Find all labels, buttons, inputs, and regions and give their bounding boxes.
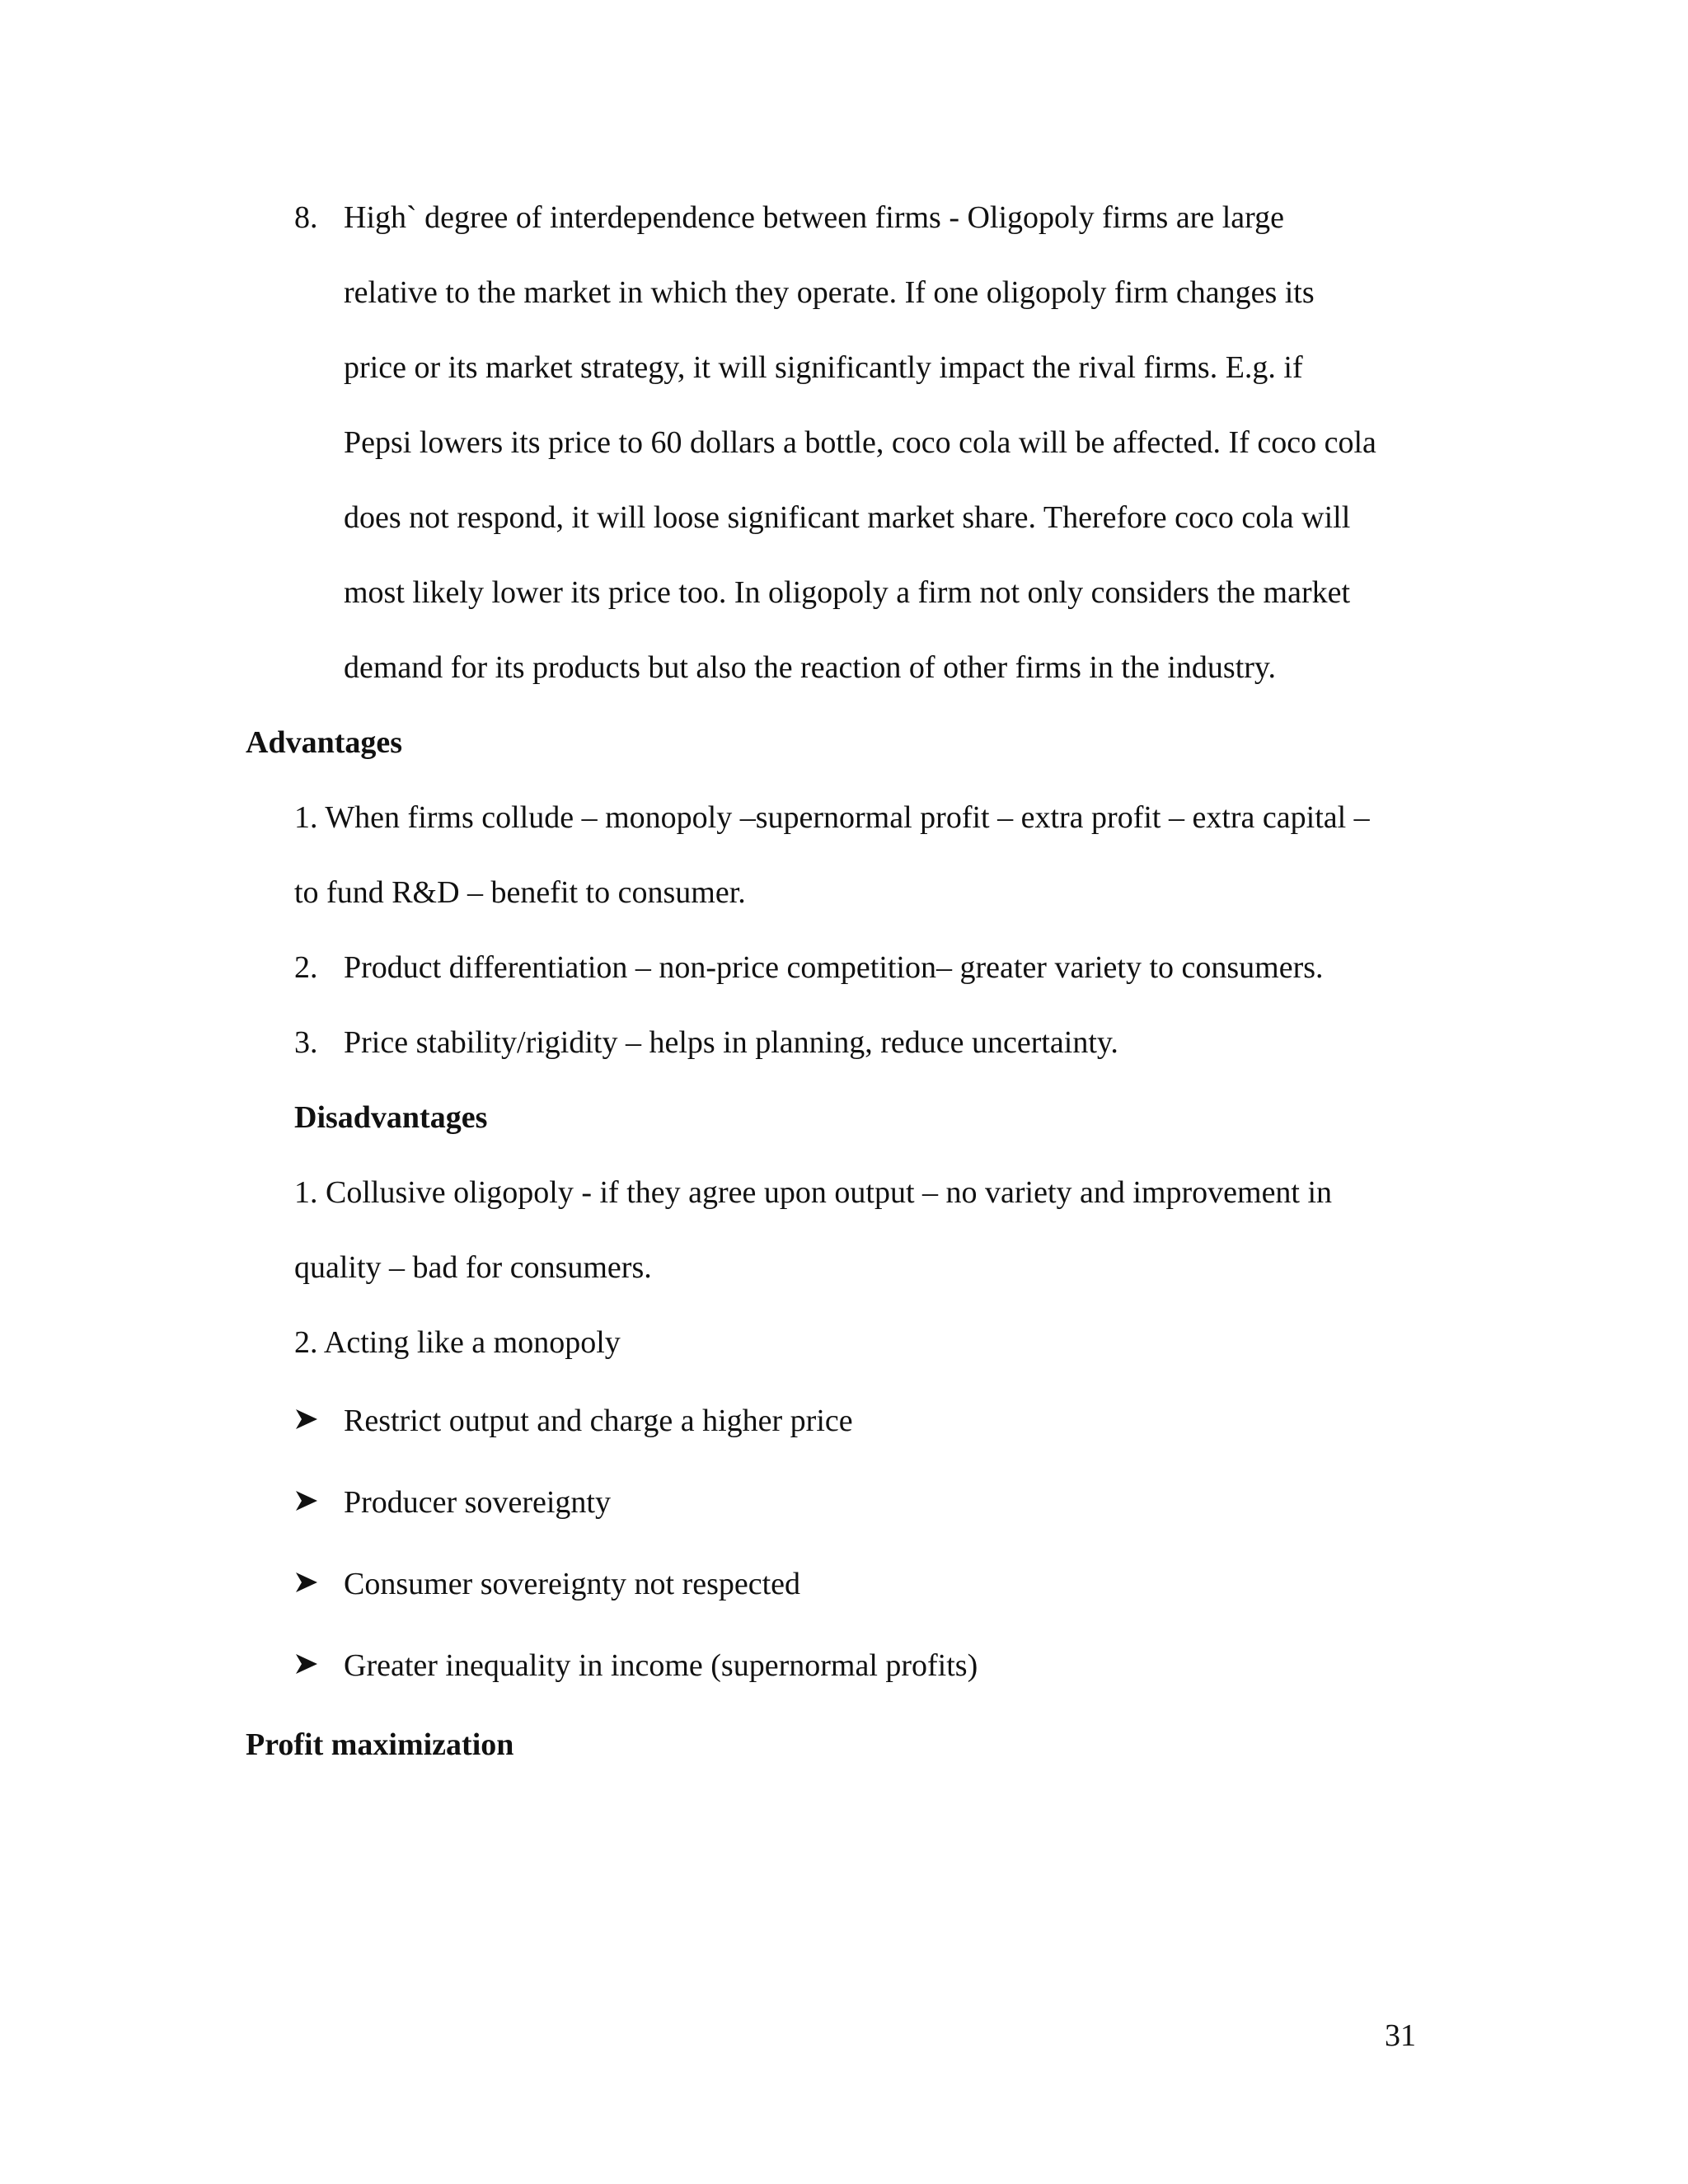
arrowhead-bullet-icon <box>294 1570 319 1595</box>
advantages-heading: Advantages <box>246 725 403 760</box>
bullet-4-text: Greater inequality in income (supernormal profits) <box>344 1648 978 1683</box>
item-8-line-5: does not respond, it will loose significant market share. Therefore coco cola will <box>344 500 1351 535</box>
bullet-2-text: Producer sovereignty <box>344 1485 611 1520</box>
disadvantages-heading: Disadvantages <box>294 1100 488 1135</box>
bullet-3-text: Consumer sovereignty not respected <box>344 1567 801 1601</box>
advantage-3-number: 3. <box>294 1025 318 1060</box>
item-8-line-4: Pepsi lowers its price to 60 dollars a bottle, coco cola will be affected. If coco cola <box>344 425 1376 460</box>
item-8-line-1: High` degree of interdependence between firms - Oligopoly firms are large <box>344 200 1284 235</box>
bullet-1-text: Restrict output and charge a higher price <box>344 1404 853 1438</box>
profit-maximization-heading: Profit maximization <box>246 1727 514 1762</box>
advantage-1-line-1: 1. When firms collude – monopoly –supernormal profit – extra profit – extra capital – <box>294 800 1370 835</box>
advantage-2-text: Product differentiation – non-price competition– greater variety to consumers. <box>344 950 1324 985</box>
item-8-line-2: relative to the market in which they operate. If one oligopoly firm changes its <box>344 275 1315 310</box>
advantage-3-text: Price stability/rigidity – helps in planning, reduce uncertainty. <box>344 1025 1118 1060</box>
disadvantage-2-text: 2. Acting like a monopoly <box>294 1325 621 1360</box>
advantage-2-number: 2. <box>294 950 318 985</box>
disadvantage-1-line-1: 1. Collusive oligopoly - if they agree upon output – no variety and improvement in <box>294 1175 1333 1210</box>
arrowhead-bullet-icon <box>294 1407 319 1432</box>
arrowhead-bullet-icon <box>294 1488 319 1513</box>
advantage-1-line-2: to fund R&D – benefit to consumer. <box>294 875 746 910</box>
disadvantage-1-line-2: quality – bad for consumers. <box>294 1250 652 1285</box>
item-8-line-3: price or its market strategy, it will significantly impact the rival firms. E.g. if <box>344 350 1303 385</box>
item-8-line-6: most likely lower its price too. In oligopoly a firm not only considers the market <box>344 575 1351 610</box>
arrowhead-bullet-icon <box>294 1652 319 1676</box>
page-number: 31 <box>1385 2018 1416 2053</box>
item-8-line-7: demand for its products but also the reaction of other firms in the industry. <box>344 650 1276 685</box>
item-8-number: 8. <box>294 200 318 235</box>
